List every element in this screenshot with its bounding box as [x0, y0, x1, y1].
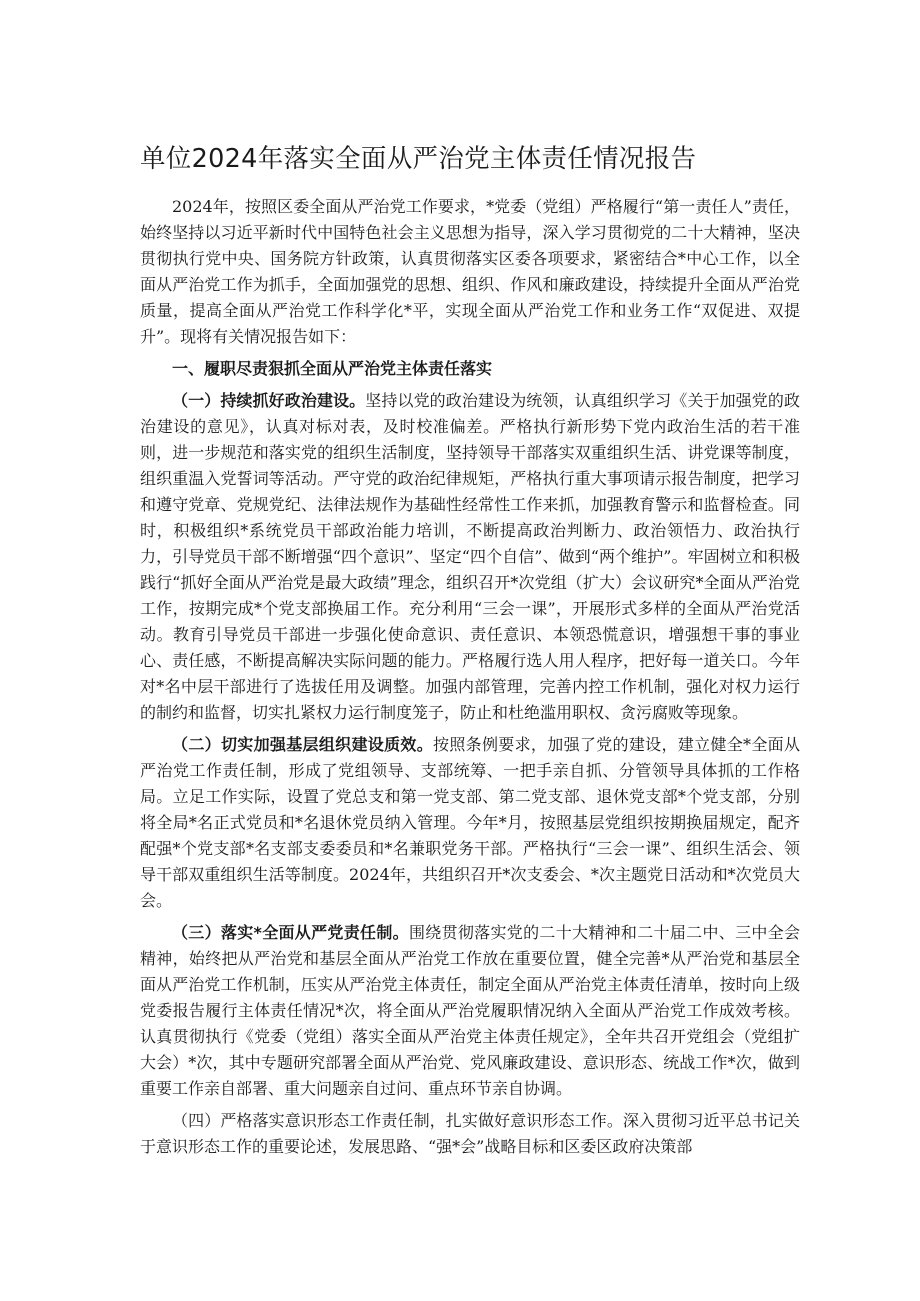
paragraph-3 [140, 920, 800, 1102]
document-page [140, 120, 800, 1166]
paragraph-1 [140, 388, 800, 726]
paragraph-body: 按照条例要求，加强了党的建设，建立健全*全面从严治党工作责任制，形成了党组领导、支部统筹、一把手亲自抓、分管领导具体抓的工作格局。立足工作实际，设置了党总支和第一党支部、第二党支部、退休党支部*个党支部，分别将全局*名正式党员和*名退休党员纳入管理。今年*月，按照基层党组织按期换届规定，配齐配强*个党支部*名支部支委委员和*名兼职党务干部。严格执行“三会一课”、组织生活会、领导干部双重组织生活等制度。2024年，共组织召开*次支委会、*次主题党日活动和*次党员大会。 [140, 735, 800, 910]
paragraph-lead: （三）落实*全面从严党责任制。 [172, 923, 409, 942]
paragraph-2 [140, 732, 800, 914]
paragraph-body: 围绕贯彻落实党的二十大精神和二十届二中、三中全会精神，始终把从严治党和基层全面从严治党工作放在重要位置，健全完善*从严治党和基层全面从严治党工作机制，压实从严治党主体责任，制定全面从严治党主体责任清单，按时向上级党委报告履行主体责任情况*次，将全面从严治党履职情况纳入全面从严治党工作成效考核。认真贯彻执行《党委（党组）落实全面从严治党主体责任规定》，全年共召开党组会（党组扩大会）*次，其中专题研究部署全面从严治党、党风廉政建设、意识形态、统战工作*次，做到重要工作亲自部署、重大问题亲自过问、重点环节亲自协调。 [140, 923, 800, 1098]
document-title: 单位2024年落实全面从严治党主体责任情况报告 [140, 144, 697, 174]
intro-paragraph: 2024年，按照区委全面从严治党工作要求，*党委（党组）严格履行“第一责任人”责任，始终坚持以习近平新时代中国特色社会主义思想为指导，深入学习贯彻党的二十大精神，坚决贯彻执行党中央、国务院方针政策，认真贯彻落实区委各项要求，紧密结合*中心工作，以全面从严治党工作为抓手，全面加强党的思想、组织、作风和廉政建设，持续提升全面从严治党质量，提高全面从严治党工作科学化*平，实现全面从严治党工作和业务工作“双促进、双提升”。现将有关情况报告如下： [140, 197, 800, 346]
paragraph-4 [140, 1108, 800, 1160]
section-heading-1: 一、履职尽责狠抓全面从严治党主体责任落实 [172, 359, 493, 378]
paragraph-lead: （一）持续抓好政治建设。 [172, 391, 366, 410]
paragraph-body: 坚持以党的政治建设为统领，认真组织学习《关于加强党的政治建设的意见》，认真对标对表，及时校准偏差。严格执行新形势下党内政治生活的若干准则，进一步规范和落实党的组织生活制度，坚持领导干部落实双重组织生活、讲党课等制度，组织重温入党誓词等活动。严守党的政治纪律规矩，严格执行重大事项请示报告制度，把学习和遵守党章、党规党纪、法律法规作为基础性经常性工作来抓，加强教育警示和监督检查。同时，积极组织*系统党员干部政治能力培训，不断提高政治判断力、政治领悟力、政治执行力，引导党员干部不断增强“四个意识”、坚定“四个自信”、做到“两个维护”。牢固树立和积极践行“抓好全面从严治党是最大政绩”理念，组织召开*次党组（扩大）会议研究*全面从严治党工作，按期完成*个党支部换届工作。充分利用“三会一课”，开展形式多样的全面从严治党活动。教育引导党员干部进一步强化使命意识、责任意识、本领恐慌意识，增强想干事的事业心、责任感，不断提高解决实际问题的能力。严格履行选人用人程序，把好每一道关口。今年对*名中层干部进行了选拔任用及调整。加强内部管理，完善内控工作机制，强化对权力运行的制约和监督，切实扎紧权力运行制度笼子，防止和杜绝滥用职权、贪污腐败等现象。 [140, 391, 800, 722]
paragraph-lead: （二）切实加强基层组织建设质效。 [172, 735, 434, 754]
paragraph-body: （四）严格落实意识形态工作责任制，扎实做好意识形态工作。深入贯彻习近平总书记关于意识形态工作的重要论述，发展思路、“强*会”战略目标和区委区政府决策部 [140, 1111, 800, 1156]
